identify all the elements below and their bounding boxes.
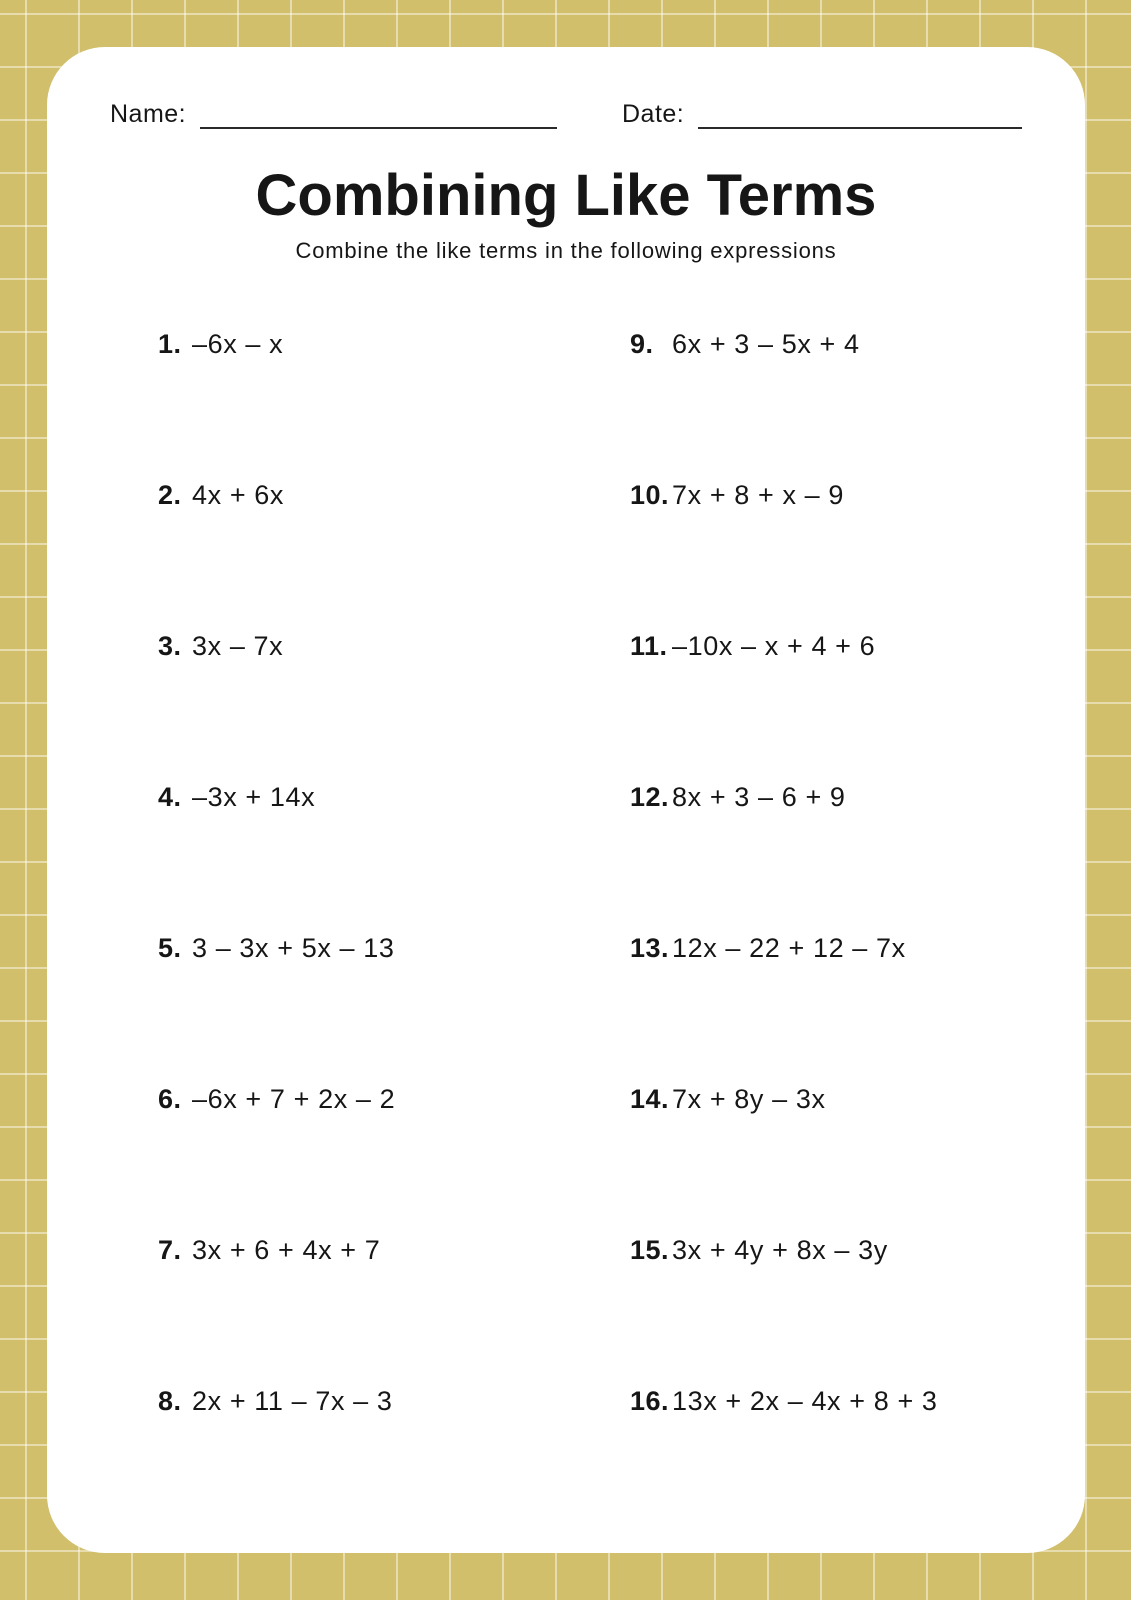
problem-expression: –6x + 7 + 2x – 2 (192, 1083, 396, 1114)
problem-item (158, 781, 630, 932)
problem-number: 7. (158, 1234, 182, 1265)
problem-expression: 3x + 6 + 4x + 7 (192, 1234, 381, 1265)
name-field-line (200, 103, 557, 129)
problem-number: 10. (630, 479, 670, 510)
problem-item (630, 932, 1085, 1083)
problem-item (630, 479, 1085, 630)
date-field (622, 99, 1022, 129)
problem-number: 11. (630, 630, 668, 661)
problem-item (158, 1385, 630, 1536)
problem-number: 3. (158, 630, 182, 661)
problem-number: 9. (630, 328, 654, 359)
problem-item (630, 328, 1085, 479)
problem-number: 15. (630, 1234, 670, 1265)
problem-item (630, 781, 1085, 932)
problem-expression: –6x – x (192, 328, 284, 359)
problem-expression: –10x – x + 4 + 6 (672, 630, 876, 661)
problem-expression: 8x + 3 – 6 + 9 (672, 781, 846, 812)
name-field (110, 99, 557, 129)
problem-expression: 13x + 2x – 4x + 8 + 3 (672, 1385, 938, 1416)
problem-number: 1. (158, 328, 182, 359)
problem-number: 12. (630, 781, 670, 812)
problem-number: 8. (158, 1385, 182, 1416)
problem-expression: 6x + 3 – 5x + 4 (672, 328, 860, 359)
problem-expression: 3 – 3x + 5x – 13 (192, 932, 395, 963)
problem-expression: 4x + 6x (192, 479, 285, 510)
problem-number: 4. (158, 781, 182, 812)
page-subtitle: Combine the like terms in the following expressions (295, 237, 837, 263)
problems-grid (47, 328, 1085, 1536)
problem-expression: 7x + 8 + x – 9 (672, 479, 845, 510)
problem-expression: –3x + 14x (192, 781, 316, 812)
problem-item (158, 479, 630, 630)
problem-item (158, 328, 630, 479)
problem-item (158, 932, 630, 1083)
name-label: Name: (110, 100, 187, 128)
problem-expression: 3x – 7x (192, 630, 284, 661)
problem-number: 6. (158, 1083, 182, 1114)
problem-number: 14. (630, 1083, 670, 1114)
problem-item (630, 1234, 1085, 1385)
date-label: Date: (622, 100, 685, 128)
header-fields (47, 99, 1085, 129)
page-title: Combining Like Terms (255, 163, 877, 228)
problem-expression: 12x – 22 + 12 – 7x (672, 932, 906, 963)
problem-item (158, 1083, 630, 1234)
date-field-line (698, 103, 1022, 129)
problem-number: 16. (630, 1385, 670, 1416)
problem-item (158, 630, 630, 781)
problem-item (630, 630, 1085, 781)
problem-number: 2. (158, 479, 182, 510)
problem-item (630, 1385, 1085, 1536)
problem-expression: 3x + 4y + 8x – 3y (672, 1234, 888, 1265)
problem-number: 13. (630, 932, 670, 963)
problem-number: 5. (158, 932, 182, 963)
problem-item (630, 1083, 1085, 1234)
problem-expression: 2x + 11 – 7x – 3 (192, 1385, 393, 1416)
problem-expression: 7x + 8y – 3x (672, 1083, 826, 1114)
worksheet-card (47, 47, 1085, 1553)
problem-item (158, 1234, 630, 1385)
